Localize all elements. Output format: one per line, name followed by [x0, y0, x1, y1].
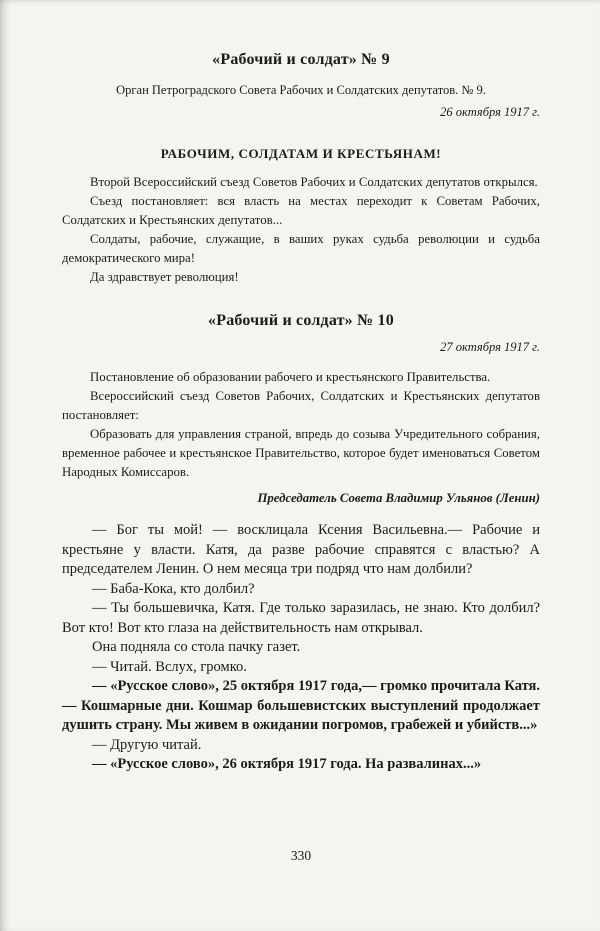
document-1-paragraph: Солдаты, рабочие, служащие, в ваших руках судьба революции и судьба демократического мира!: [62, 232, 540, 265]
document-1-date: 26 октября 1917 г.: [440, 105, 540, 119]
document-1-heading: РАБОЧИМ, СОЛДАТАМ И КРЕСТЬЯНАМ!: [160, 146, 442, 161]
document-2-paragraph: Постановление об образовании рабочего и крестьянского Правительства.: [90, 370, 491, 384]
document-2-title: «Рабочий и солдат» № 10: [208, 312, 394, 329]
document-1-body: [62, 173, 540, 287]
document-1-paragraph: Да здравствует революция!: [90, 270, 239, 284]
document-2-paragraph: Всероссийский съезд Советов Рабочих, Солдатских и Крестьянских депутатов постановляет:: [62, 389, 540, 422]
narrative-paragraph: — Бог ты мой! — восклицала Ксения Васильевна.— Рабочие и крестьяне у власти. Катя, да разве рабочие справятся с властью? А председателем Ленин. О нем месяца три подряд что нам долбили?: [62, 522, 540, 577]
document-1-paragraph: Второй Всероссийский съезд Советов Рабочих и Солдатских депутатов открылся.: [90, 175, 538, 189]
narrative-text: [62, 521, 540, 775]
document-2-date: 27 октября 1917 г.: [440, 340, 540, 354]
document-2-body: [62, 368, 540, 482]
document-1-paragraph: Съезд постановляет: вся власть на местах переходит к Советам Рабочих, Солдатских и Крестьянских депутатов...: [62, 194, 540, 227]
page-number: 330: [290, 848, 312, 863]
narrative-paragraph: — Баба-Кока, кто долбил?: [92, 580, 255, 597]
narrative-paragraph: Она подняла со стола пачку газет.: [92, 639, 301, 655]
document-1-title: «Рабочий и солдат» № 9: [212, 51, 390, 68]
document-2-paragraph: Образовать для управления страной, впредь до созыва Учредительного собрания, временное рабочее и крестьянское Правительство, которое будет именоваться Советом Народных Комиссаров.: [62, 427, 540, 479]
document-2-signature: Председатель Совета Владимир Ульянов (Ленин): [257, 491, 540, 505]
narrative-paragraph: — Другую читай.: [92, 736, 202, 753]
narrative-paragraph: — «Русское слово», 26 октября 1917 года. На развалинах...»: [92, 756, 482, 772]
narrative-paragraph: — Ты большевичка, Катя. Где только заразилась, не знаю. Кто долбил? Вот кто! Вот кто глаза на действительность нам открывал.: [62, 600, 540, 636]
document-1-subtitle: Орган Петроградского Совета Рабочих и Солдатских депутатов. № 9.: [116, 83, 486, 97]
narrative-paragraph: — «Русское слово», 25 октября 1917 года,— громко прочитала Катя.— Кошмарные дни. Кошмар большевистских выступлений продолжает душить страну. Мы живем в ожидании погромов, грабежей и убийств...»: [62, 678, 540, 733]
narrative-paragraph: — Читай. Вслух, громко.: [92, 658, 247, 675]
